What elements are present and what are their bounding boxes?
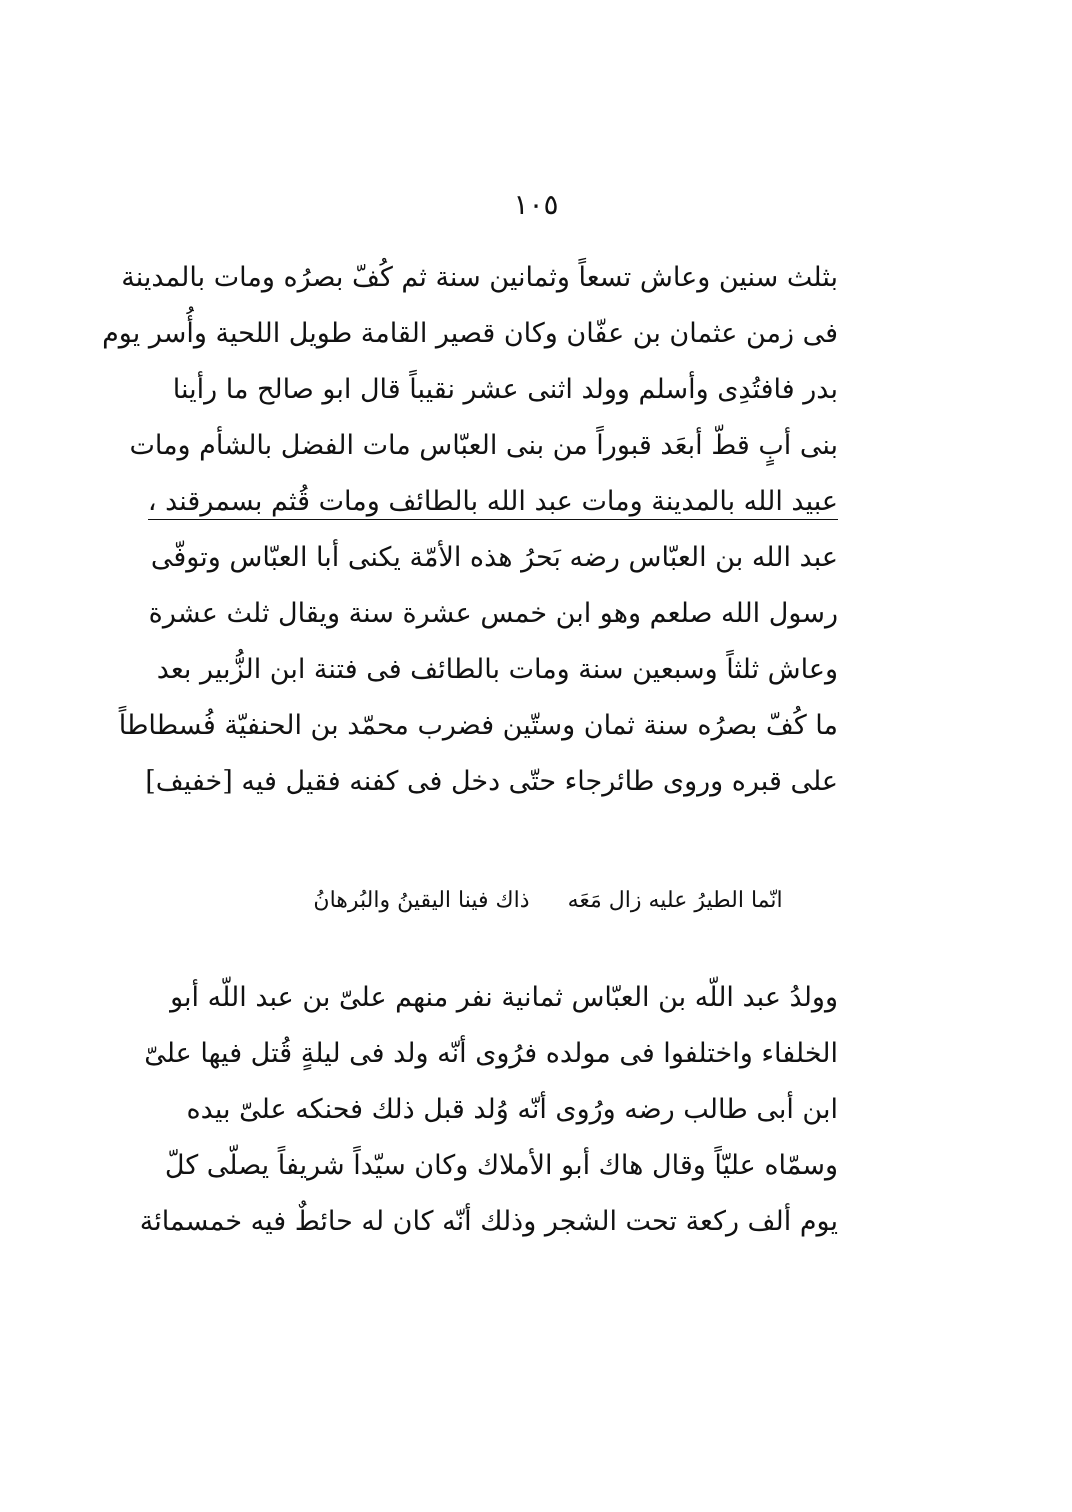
underlined-text: عبيد الله بالمدينة ومات عبد الله بالطائف ومات قُثم بسمرقند ، <box>148 486 838 520</box>
page-number: ١٠٥ <box>513 188 559 221</box>
paragraph-abdallah-sons <box>139 970 838 1250</box>
verse-hemistich-first: انّما الطيرُ عليه زال مَعَه <box>567 888 783 913</box>
text-line: رسول الله صلعم وهو ابن خمس عشرة سنة ويقال ثلث عشرة <box>148 598 838 629</box>
verse-hemistich-second: ذاك فينا اليقينُ والبُرهانُ <box>313 888 530 913</box>
text-line: بنى أبٍ قطّ أبعَد قبوراً من بنى العبّاس مات الفضل بالشأم ومات <box>129 430 838 461</box>
text-line: عبد الله بن العبّاس رضه بَحرُ هذه الأمّة يكنى أبا العبّاس وتوفّى <box>150 542 838 573</box>
poem-verse <box>258 888 838 913</box>
text-line: يوم ألف ركعة تحت الشجر وذلك أنّه كان له حائطٌ فيه خمسمائة <box>139 1206 838 1237</box>
text-line: الخلفاء واختلفوا فى مولده فرُوى أنّه ولد فى ليلةٍ قُتل فيها علىّ <box>144 1038 838 1069</box>
text-line: وعاش ثلثاً وسبعين سنة ومات بالطائف فى فتنة ابن الزُّبير بعد <box>156 654 838 685</box>
text-line: ابن أبى طالب رضه ورُوى أنّه وُلد قبل ذلك فحنكه علىّ بيده <box>186 1094 838 1125</box>
text-line: ما كُفّ بصرُه سنة ثمان وستّين فضرب محمّد بن الحنفيّة فُسطاطاً <box>118 710 838 741</box>
text-line-content: على قبره وروى طائرجاء حتّى دخل فى كفنه فقيل فيه <box>241 766 838 797</box>
paragraph-abbas-lineage <box>102 250 838 810</box>
text-line: وسمّاه عليّاً وقال هاك أبو الأملاك وكان سيّداً شريفاً يصلّى كلّ <box>164 1150 838 1181</box>
poetic-meter-label: [خفيف] <box>145 766 233 797</box>
text-line: بدر فافتُدِى وأسلم وولد اثنى عشر نقيباً قال ابو صالح ما رأينا <box>172 374 838 405</box>
text-line-underlined <box>147 474 838 530</box>
text-line: وولدُ عبد اللّه بن العبّاس ثمانية نفر منهم علىّ بن عبد اللّه أبو <box>170 982 838 1013</box>
text-line: فى زمن عثمان بن عفّان وكان قصير القامة طويل اللحية وأُسر يوم <box>102 318 838 349</box>
text-line: بثلث سنين وعاش تسعاً وثمانين سنة ثم كُفّ بصرُه ومات بالمدينة <box>121 262 838 293</box>
text-line-with-meter <box>145 754 838 810</box>
